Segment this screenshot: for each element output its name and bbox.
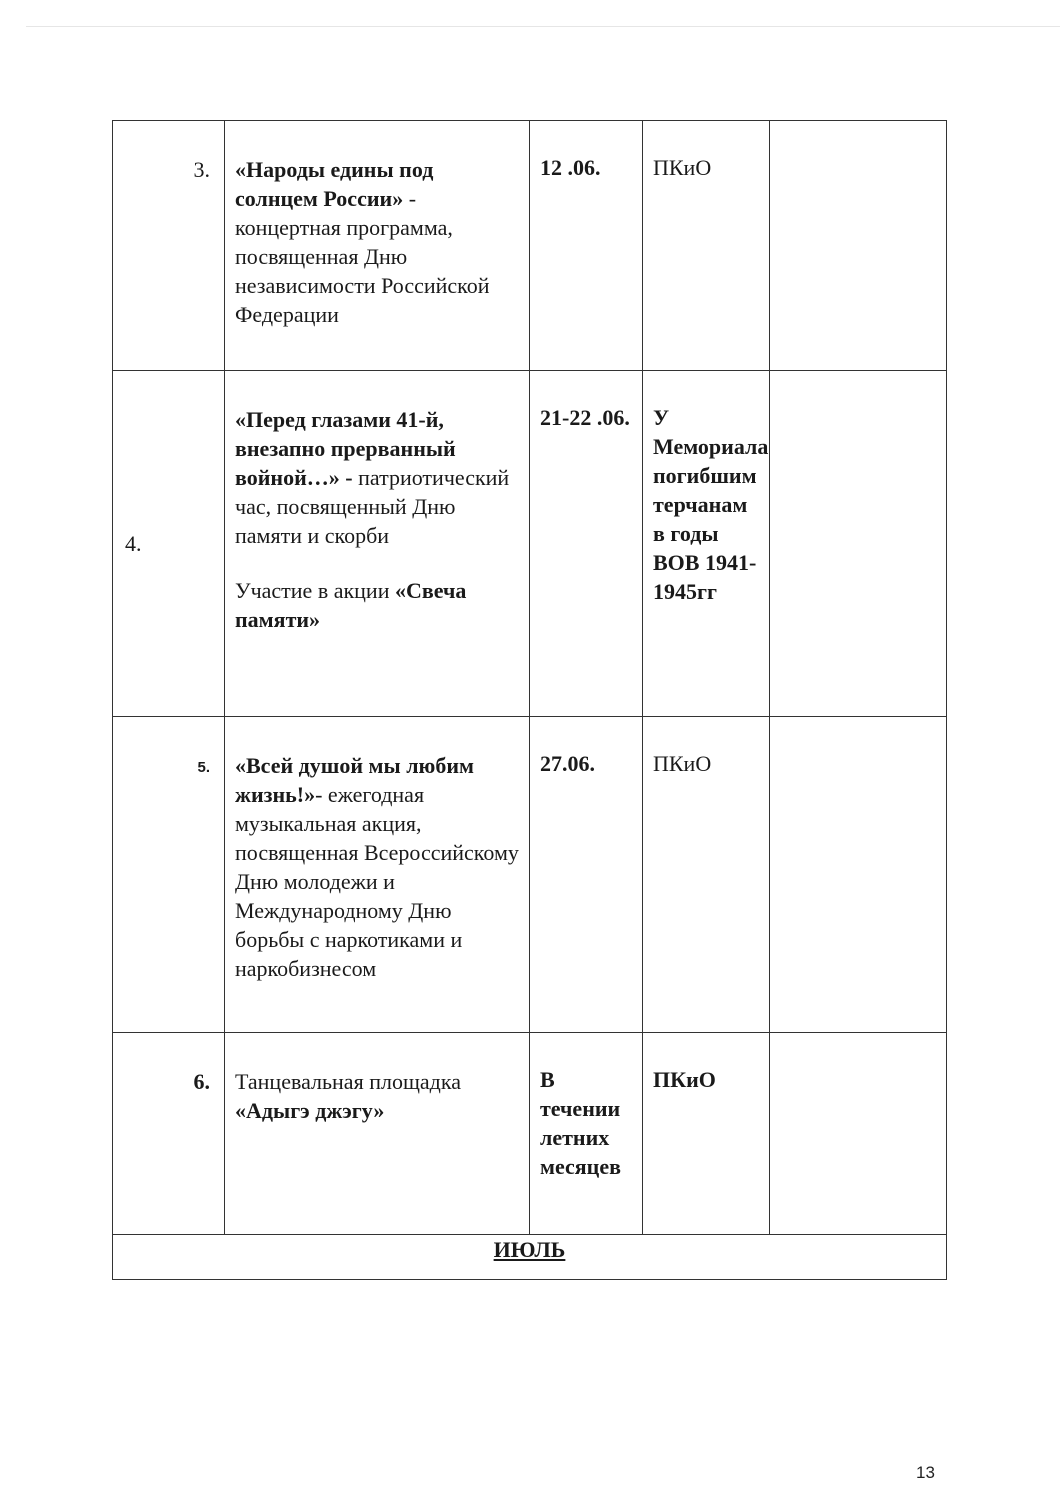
event-place: ПКиО bbox=[643, 1033, 770, 1235]
row-number: 6. bbox=[113, 1033, 225, 1235]
event-description: - концертная программа, посвященная Дню независимости Российской Федерации bbox=[235, 186, 490, 327]
event-title-prefix: Танцевальная площадка bbox=[235, 1069, 461, 1094]
event-extra bbox=[235, 576, 521, 634]
table-row bbox=[113, 1033, 947, 1235]
event-schedule-table bbox=[112, 120, 947, 1280]
event-title-bold: «Народы едины под солнцем России» bbox=[235, 157, 434, 211]
month-heading-cell bbox=[113, 1235, 947, 1280]
event-date: 12 .06. bbox=[530, 121, 643, 371]
event-responsible bbox=[770, 371, 947, 717]
event-description: патриотический час, посвященный Дню памяти и скорби bbox=[235, 465, 510, 548]
month-heading-row bbox=[113, 1235, 947, 1280]
event-date: В течении летних месяцев bbox=[530, 1033, 643, 1235]
event-place: У Мемориала погибшим терчанам в годы ВОВ 1941-1945гг bbox=[643, 371, 770, 717]
month-heading: ИЮЛЬ bbox=[493, 1237, 566, 1262]
event-date: 21-22 .06. bbox=[530, 371, 643, 717]
event-description: - ежегодная музыкальная акция, посвященная Всероссийскому Дню молодежи и Международному Дню борьбы с наркотиками и наркобизнесом bbox=[235, 782, 519, 981]
event-extra-bold: «Свеча памяти» bbox=[235, 578, 467, 632]
event-responsible bbox=[770, 121, 947, 371]
event-title bbox=[225, 1033, 530, 1235]
page-number: 13 bbox=[916, 1463, 935, 1482]
event-extra-prefix: Участие в акции bbox=[235, 578, 395, 603]
row-number: 3. bbox=[113, 121, 225, 371]
event-title bbox=[225, 121, 530, 371]
page-edge bbox=[26, 26, 1060, 27]
event-responsible bbox=[770, 717, 947, 1033]
table-row bbox=[113, 717, 947, 1033]
event-title bbox=[225, 717, 530, 1033]
row-number: 5. bbox=[113, 717, 225, 1033]
table-row bbox=[113, 121, 947, 371]
event-title bbox=[225, 371, 530, 717]
event-title-bold: «Всей душой мы любим жизнь!» bbox=[235, 753, 475, 807]
row-number: 4. bbox=[113, 371, 225, 717]
event-title-bold: «Перед глазами 41-й, внезапно прерванный войной…» - bbox=[235, 407, 456, 490]
table-row bbox=[113, 371, 947, 717]
event-place: ПКиО bbox=[643, 121, 770, 371]
event-date: 27.06. bbox=[530, 717, 643, 1033]
event-place: ПКиО bbox=[643, 717, 770, 1033]
event-title-bold: «Адыгэ джэгу» bbox=[235, 1098, 385, 1123]
event-responsible bbox=[770, 1033, 947, 1235]
